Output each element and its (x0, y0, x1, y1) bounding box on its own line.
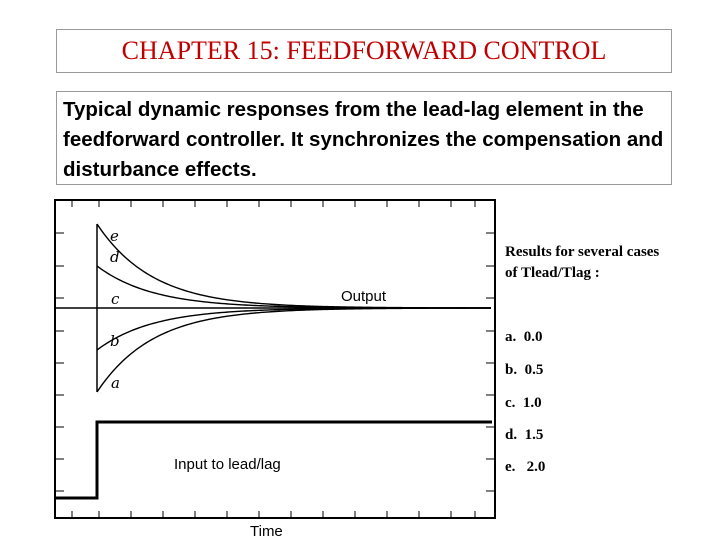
curve-label-b: b (110, 332, 120, 350)
response-chart (52, 195, 497, 540)
output-label: Output (341, 288, 387, 305)
case-value: 2.0 (526, 459, 546, 475)
caption-box (56, 91, 672, 185)
case-item-c (505, 395, 542, 412)
lead-lag-response-figure (52, 195, 497, 540)
output-curve-e (97, 224, 491, 308)
slide-caption: Typical dynamic responses from the lead-lag element in the feedforward controller. It synchronizes the compensation and disturbance effects. (63, 98, 664, 181)
curve-label-e: e (110, 227, 119, 245)
output-curve-a (97, 308, 491, 392)
case-item-a (505, 329, 543, 346)
output-curve-d (97, 266, 491, 308)
input-label: Input to lead/lag (174, 456, 281, 473)
case-label: e. (505, 459, 516, 475)
case-value: 1.0 (522, 395, 542, 411)
case-value: 0.5 (524, 362, 544, 378)
x-axis-label: Time (250, 523, 283, 540)
output-curve-b (97, 308, 491, 350)
slide-title: CHAPTER 15: FEEDFORWARD CONTROL (121, 36, 607, 65)
case-label: a. (505, 329, 517, 345)
chart-labels (110, 227, 387, 540)
curve-label-a: a (111, 374, 120, 392)
case-value: 1.5 (524, 427, 544, 443)
title-box (56, 29, 672, 73)
curve-label-c: c (111, 290, 120, 308)
case-label: d. (505, 427, 518, 443)
results-panel (505, 242, 705, 475)
case-label: b. (505, 362, 518, 378)
case-label: c. (505, 395, 516, 411)
case-value: 0.0 (523, 329, 543, 345)
curve-label-d: d (110, 248, 120, 266)
case-item-d (505, 427, 543, 444)
output-curves (55, 224, 491, 392)
case-item-e (505, 459, 545, 476)
results-heading: Results for several cases of Tlead/Tlag : (505, 244, 660, 281)
case-item-b (505, 362, 543, 379)
